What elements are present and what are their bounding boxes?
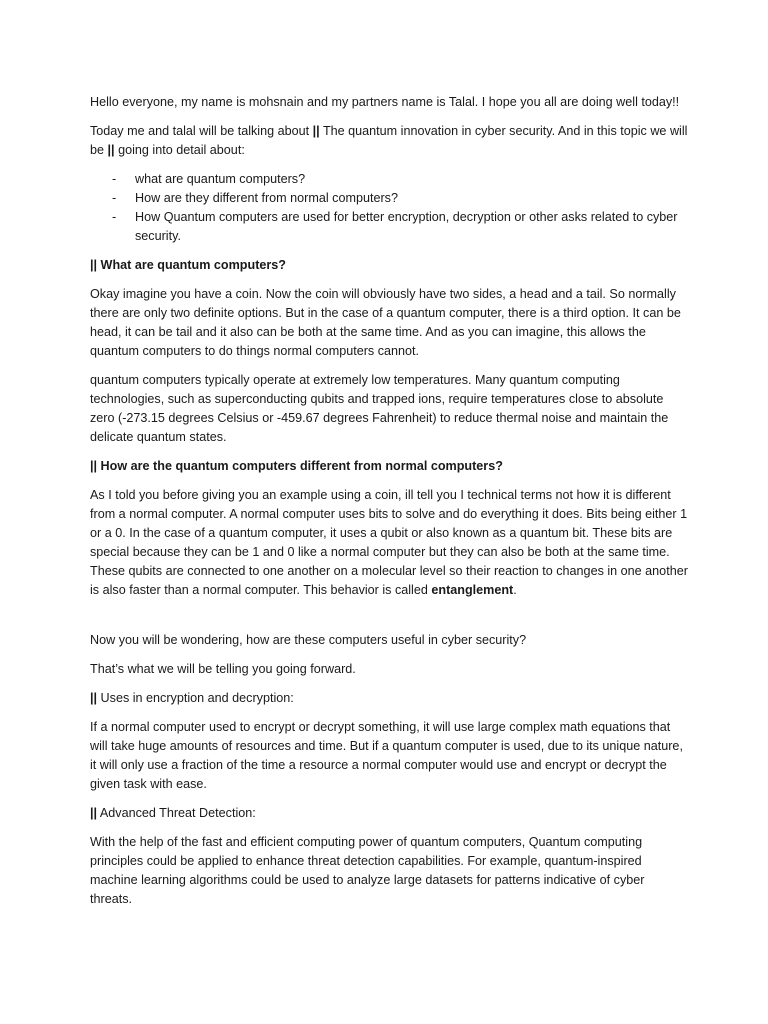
bullet-dash: - — [112, 172, 117, 186]
section-paragraph: If a normal computer used to encrypt or decrypt something, it will use large complex math equations that will take huge amounts of resources and time. But if a quantum computer is used, due to its unique nature, it will only use a fraction of the time a resource a normal computer would use and encrypt or decrypt the given task with ease. — [90, 720, 683, 791]
transition-answer: That’s what we will be telling you going forward. — [90, 662, 356, 676]
transition-question: Now you will be wondering, how are these computers useful in cyber security? — [90, 633, 527, 647]
topic-text-3: going into detail about: — [114, 143, 245, 157]
pause-marker: || — [312, 124, 320, 138]
section-paragraph: With the help of the fast and efficient computing power of quantum computers, Quantum computing principles could be applied to enhance threat detection capabilities. For example, quantum-inspired machine learning algorithms could be used to analyze large datasets for patterns indicative of cyber threats. — [90, 835, 645, 906]
intro-paragraph: Hello everyone, my name is mohsnain and my partners name is Talal. I hope you all are doing well today!! — [90, 95, 680, 109]
paragraph-text: As I told you before giving you an example using a coin, ill tell you I technical terms not how it is different from a normal computer. A normal computer uses bits to solve and do everything it does. Bits being either 1 or a 0. In the case of a quantum computer, it uses a qubit or also known as a quantum bit. These bits are special because they can be 1 and 0 like a normal computer but they can also be both at the same time. These qubits are connected to one another on a molecular level so their reaction to changes in one another is also faster than a normal computer. This behavior is called — [90, 488, 688, 597]
section-heading — [90, 804, 688, 823]
paragraph-end: . — [513, 583, 517, 597]
bullet-dash: - — [112, 210, 117, 224]
pause-marker: || — [90, 459, 98, 473]
section-paragraph — [90, 486, 688, 600]
list-item-text: How are they different from normal computers? — [135, 191, 398, 205]
section-paragraph: Okay imagine you have a coin. Now the coin will obviously have two sides, a head and a tail. So normally there are only two definite options. But in the case of a quantum computer, there is a third option. It can be head, it can be tail and it also can be both at the same time. And as you can imagine, this allows the quantum computers to do things normal computers cannot. — [90, 287, 681, 358]
section-heading-text: Uses in encryption and decryption: — [97, 691, 294, 705]
topic-paragraph — [90, 122, 688, 160]
bullet-dash: - — [112, 191, 117, 205]
section-heading-text: How are the quantum computers different from normal computers? — [97, 459, 503, 473]
section-heading — [90, 689, 688, 708]
list-item-text: what are quantum computers? — [135, 172, 306, 186]
topic-list — [90, 170, 688, 246]
list-item — [90, 189, 688, 208]
list-item — [90, 170, 688, 189]
topic-text-1: Today me and talal will be talking about — [90, 124, 313, 138]
bold-term: entanglement — [431, 583, 514, 597]
spacer — [90, 610, 688, 631]
pause-marker: || — [90, 806, 98, 820]
section-heading-text: What are quantum computers? — [97, 258, 286, 272]
pause-marker: || — [107, 143, 115, 157]
section-heading — [90, 256, 688, 275]
list-item-text: How Quantum computers are used for better encryption, decryption or other asks related to cyber security. — [135, 210, 678, 243]
section-heading — [90, 457, 688, 476]
pause-marker: || — [90, 258, 98, 272]
section-paragraph: quantum computers typically operate at extremely low temperatures. Many quantum computing technologies, such as superconducting qubits and trapped ions, require temperatures close to absolute zero (-273.15 degrees Celsius or -459.67 degrees Fahrenheit) to reduce thermal noise and maintain the delicate quantum states. — [90, 373, 669, 444]
section-heading-text: Advanced Threat Detection: — [97, 806, 256, 820]
list-item — [90, 208, 688, 246]
topic-text-2: The quantum innovation in cyber security. And in this topic we will be — [90, 124, 688, 157]
pause-marker: || — [90, 691, 98, 705]
